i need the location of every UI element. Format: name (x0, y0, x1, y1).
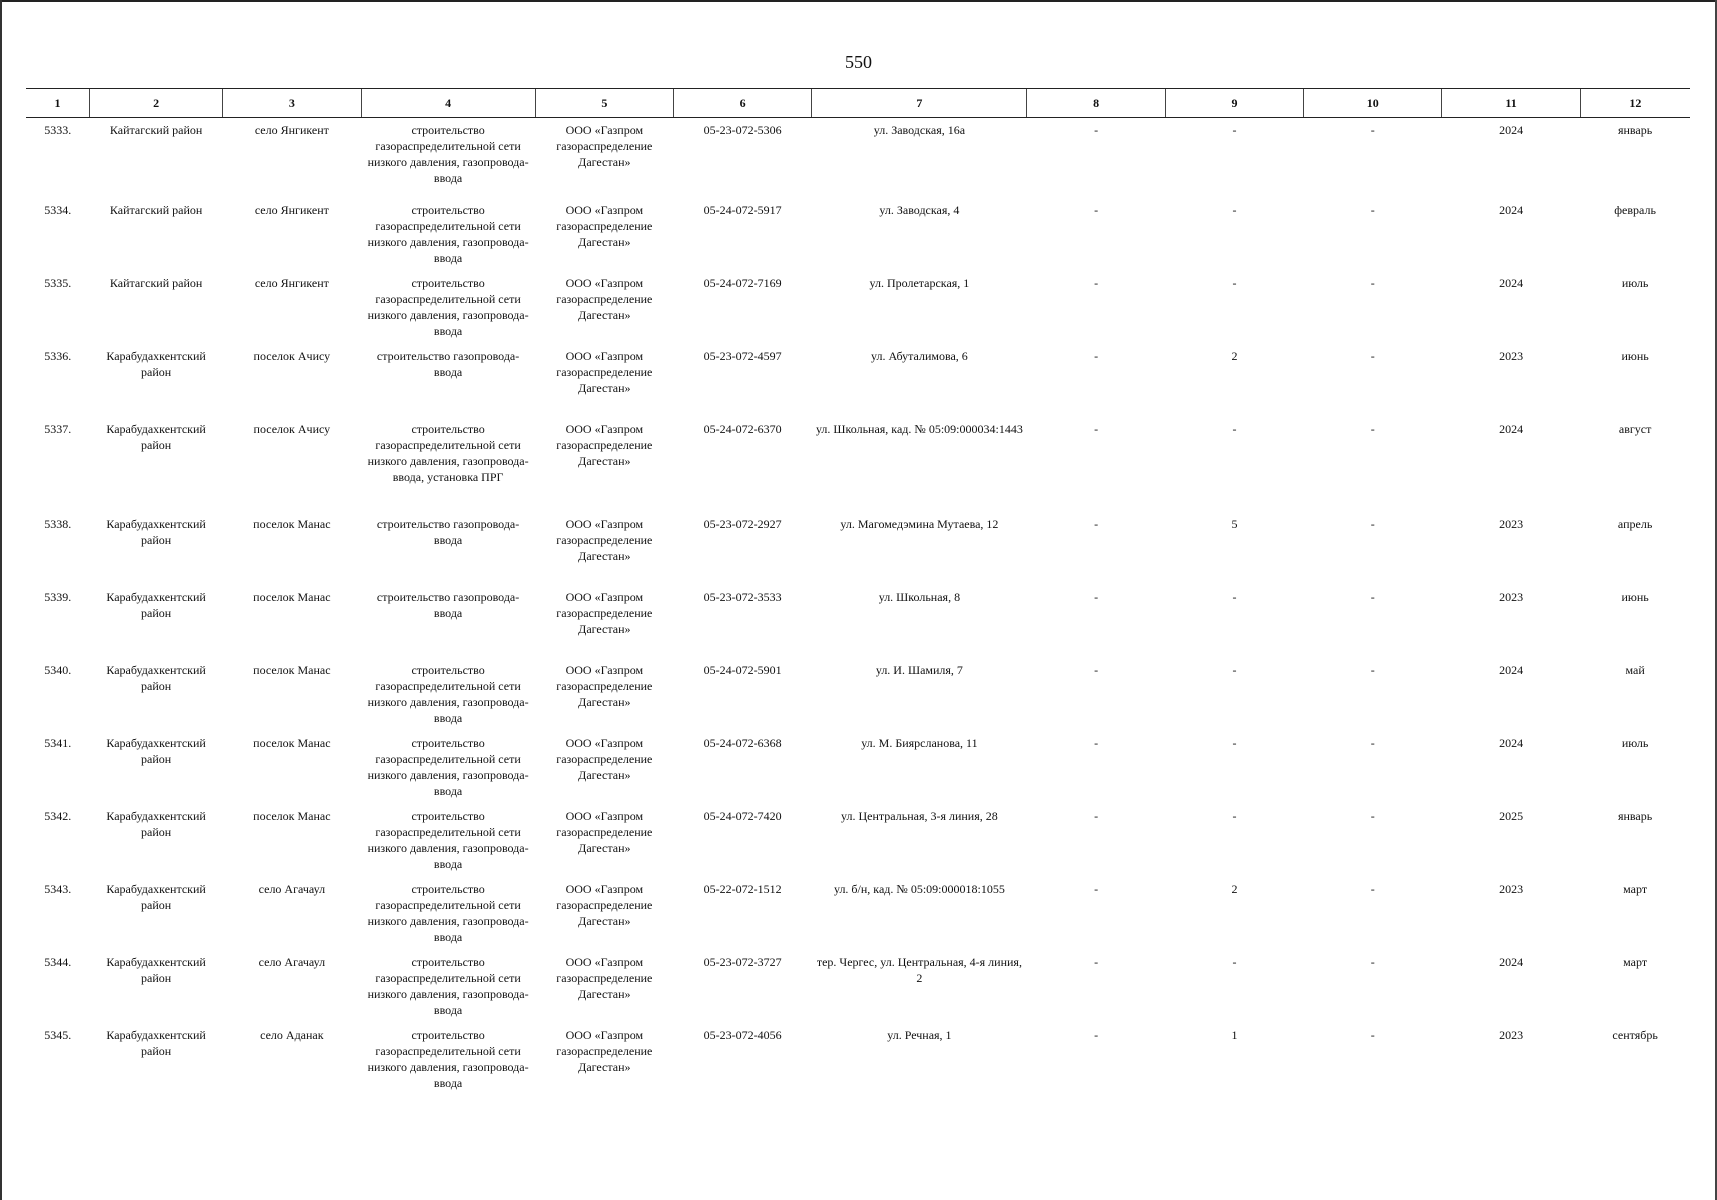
address-cell: ул. Речная, 1 (887, 1027, 952, 1042)
address-cell: ул. Абуталимова, 6 (870, 348, 968, 363)
settlement-cell: поселок Манас (253, 662, 331, 677)
settlement-cell: поселок Ачису (253, 421, 331, 436)
district-cell: Карабудахкентский район (106, 589, 206, 620)
district-cell: Карабудахкентский район (106, 735, 206, 766)
page-number: 550 (845, 52, 872, 72)
col10-cell: - (1370, 348, 1375, 363)
table-row (26, 583, 1690, 656)
row-number: 5345. (44, 1027, 72, 1042)
month-cell: июнь (1621, 589, 1649, 604)
address-cell: ул. Магомедэмина Мутаева, 12 (840, 516, 999, 531)
row-number: 5338. (44, 516, 72, 531)
organization-cell: ООО «Газпром газораспределение Дагестан» (556, 1027, 653, 1074)
col8-cell: - (1094, 421, 1099, 436)
work-type-cell: строительство газораспределительной сети низкого давления, газопровода-ввода (367, 808, 529, 871)
district-cell: Карабудахкентский район (106, 954, 206, 985)
year-cell: 2024 (1499, 202, 1524, 217)
col10-cell: - (1370, 202, 1375, 217)
organization-cell: ООО «Газпром газораспределение Дагестан» (556, 881, 653, 928)
col10-cell: - (1370, 735, 1375, 750)
month-cell: июль (1621, 275, 1649, 290)
col10-cell: - (1370, 589, 1375, 604)
table-row (26, 269, 1690, 342)
month-cell: январь (1617, 808, 1653, 823)
column-header-11: 11 (1442, 89, 1580, 118)
col9-cell: 5 (1231, 516, 1238, 531)
column-header-4: 4 (361, 89, 535, 118)
col9-cell: - (1232, 808, 1237, 823)
col8-cell: - (1094, 202, 1099, 217)
row-number: 5335. (44, 275, 72, 290)
col8-cell: - (1094, 589, 1099, 604)
work-type-cell: строительство газораспределительной сети низкого давления, газопровода-ввода (367, 662, 529, 725)
code-cell: 05-23-072-5306 (703, 123, 782, 137)
district-cell: Карабудахкентский район (106, 348, 206, 379)
year-cell: 2023 (1499, 589, 1524, 604)
code-cell: 05-23-072-4597 (703, 348, 782, 363)
row-number: 5339. (44, 589, 72, 604)
row-number: 5334. (44, 202, 72, 217)
col8-cell: - (1094, 275, 1099, 290)
district-cell: Кайтагский район (109, 275, 203, 290)
row-number: 5333. (44, 123, 72, 137)
row-number: 5344. (44, 954, 72, 969)
organization-cell: ООО «Газпром газораспределение Дагестан» (556, 516, 653, 563)
work-type-cell: строительство газопровода-ввода (376, 589, 520, 620)
column-header-12: 12 (1580, 89, 1690, 118)
table-row (26, 118, 1690, 196)
code-cell: 05-24-072-5917 (703, 202, 782, 217)
work-type-cell: строительство газораспределительной сети низкого давления, газопровода-ввода (367, 202, 529, 265)
address-cell: ул. Центральная, 3-я линия, 28 (841, 808, 998, 823)
year-cell: 2024 (1499, 662, 1524, 677)
address-cell: ул. И. Шамиля, 7 (875, 662, 963, 677)
col8-cell: - (1094, 954, 1099, 969)
table-row (26, 729, 1690, 802)
table-row (26, 875, 1690, 948)
table-row (26, 656, 1690, 729)
work-type-cell: строительство газораспределительной сети низкого давления, газопровода-ввода, установка ПРГ (367, 421, 529, 484)
col8-cell: - (1094, 662, 1099, 677)
column-header-10: 10 (1304, 89, 1442, 118)
col10-cell: - (1370, 516, 1375, 531)
row-number: 5343. (44, 881, 72, 896)
settlement-cell: село Агачаул (258, 881, 326, 896)
address-cell: ул. М. Биярсланова, 11 (861, 735, 978, 750)
settlement-cell: поселок Манас (253, 516, 331, 531)
month-cell: апрель (1617, 516, 1653, 531)
year-cell: 2023 (1499, 1027, 1524, 1042)
work-type-cell: строительство газопровода-ввода (376, 348, 520, 379)
col9-cell: - (1232, 735, 1237, 750)
work-type-cell: строительство газораспределительной сети низкого давления, газопровода-ввода (367, 123, 529, 185)
organization-cell: ООО «Газпром газораспределение Дагестан» (556, 202, 653, 249)
address-cell: ул. Заводская, 16а (873, 123, 966, 137)
column-header-2: 2 (90, 89, 223, 118)
code-cell: 05-23-072-2927 (703, 516, 782, 531)
settlement-cell: село Агачаул (258, 954, 326, 969)
column-header-6: 6 (674, 89, 812, 118)
table-row (26, 1021, 1690, 1094)
organization-cell: ООО «Газпром газораспределение Дагестан» (556, 589, 653, 636)
district-cell: Карабудахкентский район (106, 881, 206, 912)
row-number: 5342. (44, 808, 72, 823)
organization-cell: ООО «Газпром газораспределение Дагестан» (556, 275, 653, 322)
col9-cell: - (1232, 421, 1237, 436)
col9-cell: 2 (1231, 881, 1238, 896)
month-cell: сентябрь (1612, 1027, 1658, 1042)
district-cell: Кайтагский район (109, 123, 203, 137)
table-row (26, 415, 1690, 510)
col10-cell: - (1370, 808, 1375, 823)
table-row (26, 342, 1690, 415)
month-cell: июль (1621, 735, 1649, 750)
row-number: 5340. (44, 662, 72, 677)
col8-cell: - (1094, 1027, 1099, 1042)
col9-cell: - (1232, 662, 1237, 677)
column-header-1: 1 (26, 89, 90, 118)
organization-cell: ООО «Газпром газораспределение Дагестан» (556, 808, 653, 855)
address-cell: ул. Школьная, 8 (878, 589, 961, 604)
table-row (26, 948, 1690, 1021)
year-cell: 2024 (1499, 421, 1524, 436)
organization-cell: ООО «Газпром газораспределение Дагестан» (556, 348, 653, 395)
district-cell: Карабудахкентский район (106, 421, 206, 452)
organization-cell: ООО «Газпром газораспределение Дагестан» (556, 662, 653, 709)
month-cell: август (1618, 421, 1652, 436)
settlement-cell: село Янгикент (254, 202, 329, 217)
year-cell: 2023 (1499, 348, 1524, 363)
year-cell: 2024 (1499, 275, 1524, 290)
column-header-8: 8 (1027, 89, 1165, 118)
column-header-3: 3 (223, 89, 361, 118)
col8-cell: - (1094, 123, 1099, 137)
col10-cell: - (1370, 1027, 1375, 1042)
code-cell: 05-24-072-6368 (703, 735, 782, 750)
col9-cell: - (1232, 202, 1237, 217)
code-cell: 05-23-072-3533 (703, 589, 782, 604)
col10-cell: - (1370, 421, 1375, 436)
address-cell: тер. Чергес, ул. Центральная, 4-я линия, 2 (816, 954, 1022, 985)
district-cell: Кайтагский район (109, 202, 203, 217)
col8-cell: - (1094, 808, 1099, 823)
header-row (26, 89, 1690, 118)
code-cell: 05-24-072-5901 (703, 662, 782, 677)
address-cell: ул. Заводская, 4 (879, 202, 960, 217)
col9-cell: 1 (1231, 1027, 1238, 1042)
settlement-cell: поселок Манас (253, 589, 331, 604)
district-cell: Карабудахкентский район (106, 1027, 206, 1058)
col9-cell: - (1232, 275, 1237, 290)
month-cell: январь (1617, 123, 1653, 137)
code-cell: 05-23-072-4056 (703, 1027, 782, 1042)
table-row (26, 510, 1690, 583)
district-cell: Карабудахкентский район (106, 662, 206, 693)
col8-cell: - (1094, 881, 1099, 896)
row-number: 5336. (44, 348, 72, 363)
settlement-cell: поселок Манас (253, 808, 331, 823)
year-cell: 2024 (1499, 954, 1524, 969)
month-cell: март (1623, 954, 1648, 969)
year-cell: 2025 (1499, 808, 1524, 823)
column-header-7: 7 (812, 89, 1027, 118)
page-border-left (0, 0, 2, 1200)
work-type-cell: строительство газопровода-ввода (376, 516, 520, 547)
work-type-cell: строительство газораспределительной сети низкого давления, газопровода-ввода (367, 881, 529, 944)
settlement-cell: поселок Манас (253, 735, 331, 750)
month-cell: март (1623, 881, 1648, 896)
work-type-cell: строительство газораспределительной сети низкого давления, газопровода-ввода (367, 1027, 529, 1090)
month-cell: май (1625, 662, 1645, 677)
organization-cell: ООО «Газпром газораспределение Дагестан» (556, 123, 653, 169)
col8-cell: - (1094, 516, 1099, 531)
col10-cell: - (1370, 954, 1375, 969)
year-cell: 2023 (1499, 516, 1524, 531)
column-header-9: 9 (1165, 89, 1303, 118)
row-number: 5341. (44, 735, 72, 750)
code-cell: 05-24-072-6370 (703, 421, 782, 436)
gasification-register-table (26, 88, 1690, 1094)
work-type-cell: строительство газораспределительной сети низкого давления, газопровода-ввода (367, 735, 529, 798)
table-row (26, 196, 1690, 269)
table-header (26, 89, 1690, 118)
col9-cell: 2 (1231, 348, 1238, 363)
district-cell: Карабудахкентский район (106, 808, 206, 839)
col10-cell: - (1370, 662, 1375, 677)
month-cell: июнь (1621, 348, 1649, 363)
col10-cell: - (1370, 881, 1375, 896)
col10-cell: - (1370, 123, 1375, 137)
year-cell: 2023 (1499, 881, 1524, 896)
col9-cell: - (1232, 954, 1237, 969)
settlement-cell: село Янгикент (254, 123, 329, 137)
settlement-cell: село Янгикент (254, 275, 329, 290)
organization-cell: ООО «Газпром газораспределение Дагестан» (556, 954, 653, 1001)
col10-cell: - (1370, 275, 1375, 290)
page-border-top (0, 0, 1717, 2)
row-number: 5337. (44, 421, 72, 436)
month-cell: февраль (1614, 202, 1656, 217)
organization-cell: ООО «Газпром газораспределение Дагестан» (556, 421, 653, 468)
code-cell: 05-24-072-7420 (703, 808, 782, 823)
col8-cell: - (1094, 348, 1099, 363)
district-cell: Карабудахкентский район (106, 516, 206, 547)
address-cell: ул. б/н, кад. № 05:09:000018:1055 (833, 881, 1005, 896)
settlement-cell: село Аданак (260, 1027, 324, 1042)
table-row (26, 802, 1690, 875)
work-type-cell: строительство газораспределительной сети низкого давления, газопровода-ввода (367, 954, 529, 1017)
col9-cell: - (1232, 589, 1237, 604)
code-cell: 05-23-072-3727 (703, 954, 782, 969)
settlement-cell: поселок Ачису (253, 348, 331, 363)
code-cell: 05-22-072-1512 (703, 881, 782, 896)
column-header-5: 5 (535, 89, 673, 118)
work-type-cell: строительство газораспределительной сети низкого давления, газопровода-ввода (367, 275, 529, 338)
organization-cell: ООО «Газпром газораспределение Дагестан» (556, 735, 653, 782)
year-cell: 2024 (1499, 735, 1524, 750)
col8-cell: - (1094, 735, 1099, 750)
code-cell: 05-24-072-7169 (703, 275, 782, 290)
address-cell: ул. Школьная, кад. № 05:09:000034:1443 (815, 421, 1023, 436)
table-body (26, 118, 1690, 1094)
year-cell: 2024 (1499, 123, 1524, 137)
address-cell: ул. Пролетарская, 1 (869, 275, 970, 290)
col9-cell: - (1232, 123, 1237, 137)
